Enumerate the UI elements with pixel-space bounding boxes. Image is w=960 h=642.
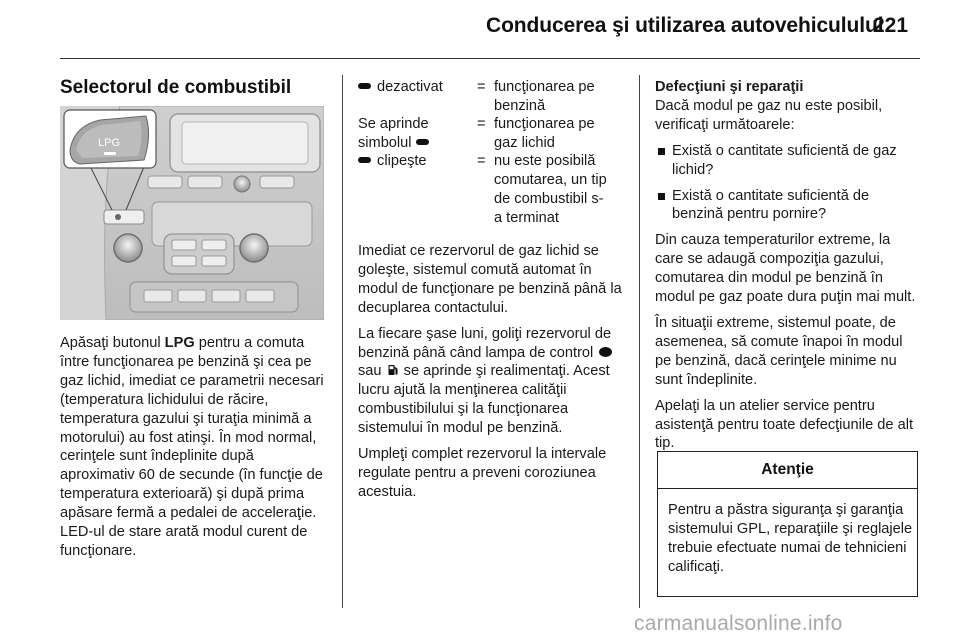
- status-desc-line: de combustibil s-: [494, 190, 604, 207]
- para-text: se aprinde şi realimentaţi. Acest lucru ajută la menţinerea calităţii combustibilului şi la funcţionarea sistemului în modul pe benzină.: [358, 363, 610, 437]
- lpg-status-lamp-icon: [358, 83, 371, 89]
- status-term: clipeşte: [373, 153, 427, 169]
- lpg-status-lamp-icon: [358, 157, 371, 163]
- list-item-text: Există o cantitate suficientă de gaz lichid?: [672, 142, 897, 178]
- extreme-situation-paragraph: În situaţii extreme, sistemul poate, de asemenea, să comute înapoi în modul pe benzină, dacă cerinţele minime nu sunt îndeplinite.: [655, 314, 903, 388]
- warning-box: [657, 451, 918, 597]
- status-desc-line: gaz lichid: [494, 134, 555, 151]
- six-month-paragraph: [358, 325, 624, 438]
- fuel-pump-icon: [388, 364, 398, 376]
- watermark: carmanualsonline.info: [634, 612, 843, 635]
- column-divider-left: [342, 75, 343, 608]
- intro-text-after: pentru a comuta între funcţionarea pe benzină şi cea pe gaz lichid, imediat ce parametrii necesari (temperatura lichidului de răcire, temperatura gazului şi turaţia minimă a motorului) au fost atinşi. În mod normal, cerinţele sunt îndeplinite după aproximativ 60 de secunde (în funcţie de temperatura exterioară) şi după prima apăsare fermă a pedalei de acceleraţie. LED-ul de stare arată modul curent de funcţionare.: [60, 335, 324, 559]
- status-desc-line: comutarea, un tip: [494, 171, 607, 188]
- faults-intro: Dacă modul pe gaz nu este posibil, verificaţi următoarele:: [655, 97, 883, 133]
- status-desc-line: nu este posibilă: [494, 153, 596, 169]
- auto-switch-paragraph: Imediat ce rezervorul de gaz lichid se goleşte, sistemul comută automat în modul de funcţionare pe benzină până la decuplarea contactului.: [358, 243, 622, 316]
- list-item-text: Există o cantitate suficientă de benzină pentru pornire?: [672, 187, 870, 223]
- warning-title: Atenţie: [658, 452, 917, 489]
- extreme-temp-paragraph: Din cauza temperaturilor extreme, la care se adaugă compoziţia gazului, comutarea din modul pe benzină în modul pe gaz poate dura puţin mai mult.: [655, 232, 916, 306]
- header-divider: [60, 58, 920, 59]
- equals-sign: =: [477, 79, 486, 95]
- dashboard-figure: [60, 106, 324, 320]
- page-header-title: Conducerea şi utilizarea autovehiculului: [486, 14, 884, 37]
- middle-column: [358, 78, 624, 509]
- fill-tank-paragraph: Umpleţi complet rezervorul la intervale regulate pentru a preveni coroziunea acestuia.: [358, 446, 607, 500]
- faults-subheading: Defecţiuni şi reparaţii: [655, 79, 804, 95]
- list-item: [655, 187, 921, 225]
- status-term: Se aprinde: [358, 116, 429, 132]
- lpg-description: [60, 334, 325, 561]
- bullet-square-icon: [658, 148, 665, 155]
- lpg-button-label: LPG: [98, 137, 121, 149]
- para-text: La fiecare şase luni, goliţi rezervorul de benzină până când lampa de control: [358, 325, 612, 361]
- equals-sign: =: [477, 153, 486, 169]
- column-divider-right: [639, 75, 640, 608]
- equals-sign: =: [477, 116, 486, 132]
- lpg-status-table: [358, 78, 624, 226]
- status-desc-line: funcţionarea pe: [494, 116, 595, 132]
- service-paragraph: Apelaţi la un atelier service pentru asistenţă pentru toate defecţiunile de alt tip.: [655, 397, 913, 452]
- status-desc-line: funcţionarea pe: [494, 79, 595, 95]
- warning-text: Pentru a păstra siguranţa şi garanţia sistemului GPL, reparaţiile şi reglajele trebuie efectuate numai de tehnicieni calificaţi.: [668, 502, 913, 575]
- status-term: dezactivat: [373, 79, 443, 95]
- status-term: simbolul: [358, 134, 416, 151]
- para-text: sau: [358, 363, 386, 380]
- list-item: [655, 142, 921, 180]
- lpg-keyword: LPG: [164, 335, 195, 351]
- status-desc-line: a terminat: [494, 209, 559, 226]
- intro-text-before: Apăsaţi butonul: [60, 335, 165, 351]
- page-number: 221: [873, 14, 909, 37]
- section-heading: Selectorul de combustibil: [60, 77, 292, 98]
- lpg-status-lamp-icon: [416, 139, 429, 145]
- status-desc-line: benzină: [494, 97, 546, 114]
- right-column: [655, 78, 921, 460]
- bullet-square-icon: [658, 193, 665, 200]
- fuel-warning-lamp-icon: [599, 347, 612, 357]
- dashboard-lpg-button-illustration: [60, 106, 324, 320]
